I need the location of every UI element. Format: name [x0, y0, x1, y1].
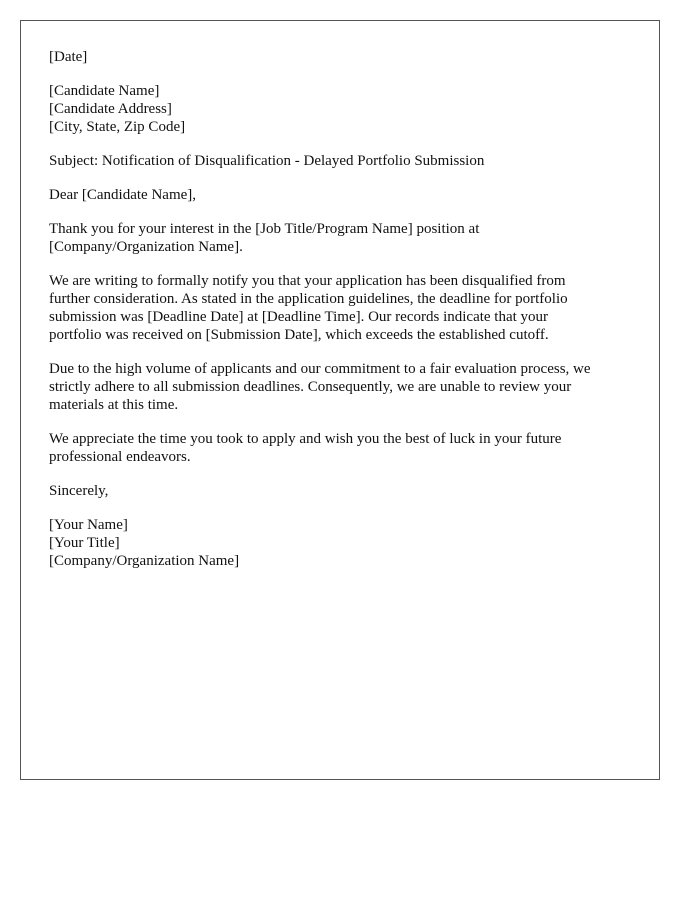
body-line: [Company/Organization Name]. [49, 239, 243, 255]
body-paragraph-disqualification [49, 272, 631, 344]
body-paragraph-closing-remarks [49, 430, 631, 466]
closing-block [49, 482, 631, 500]
recipient-address: [Candidate Address] [49, 101, 172, 117]
letter-page [20, 20, 660, 780]
body-line: further consideration. As stated in the application guidelines, the deadline for portfolio [49, 291, 568, 307]
recipient-city-state-zip: [City, State, Zip Code] [49, 119, 186, 135]
closing: Sincerely, [49, 483, 109, 499]
body-line: professional endeavors. [49, 449, 191, 465]
body-line: Thank you for your interest in the [Job Title/Program Name] position at [49, 221, 480, 237]
recipient-address-block [49, 82, 631, 136]
salutation-block [49, 186, 631, 204]
body-line: Due to the high volume of applicants and our commitment to a fair evaluation process, we [49, 361, 591, 377]
body-line: submission was [Deadline Date] at [Deadline Time]. Our records indicate that your [49, 309, 549, 325]
date-block [49, 48, 631, 66]
body-paragraph-intro [49, 220, 631, 256]
body-line: materials at this time. [49, 397, 179, 413]
signature-block [49, 516, 631, 570]
body-line: portfolio was received on [Submission Date], which exceeds the established cutoff. [49, 327, 549, 343]
signature-title: [Your Title] [49, 535, 120, 551]
subject-line: Subject: Notification of Disqualification - Delayed Portfolio Submission [49, 153, 485, 169]
subject-block [49, 152, 631, 170]
body-line: strictly adhere to all submission deadlines. Consequently, we are unable to review your [49, 379, 572, 395]
signature-name: [Your Name] [49, 517, 128, 533]
body-line: We appreciate the time you took to apply and wish you the best of luck in your future [49, 431, 562, 447]
letter-date: [Date] [49, 49, 88, 65]
recipient-name: [Candidate Name] [49, 83, 160, 99]
salutation: Dear [Candidate Name], [49, 187, 197, 203]
body-line: We are writing to formally notify you that your application has been disqualified from [49, 273, 566, 289]
body-paragraph-policy [49, 360, 631, 414]
signature-organization: [Company/Organization Name] [49, 553, 240, 569]
